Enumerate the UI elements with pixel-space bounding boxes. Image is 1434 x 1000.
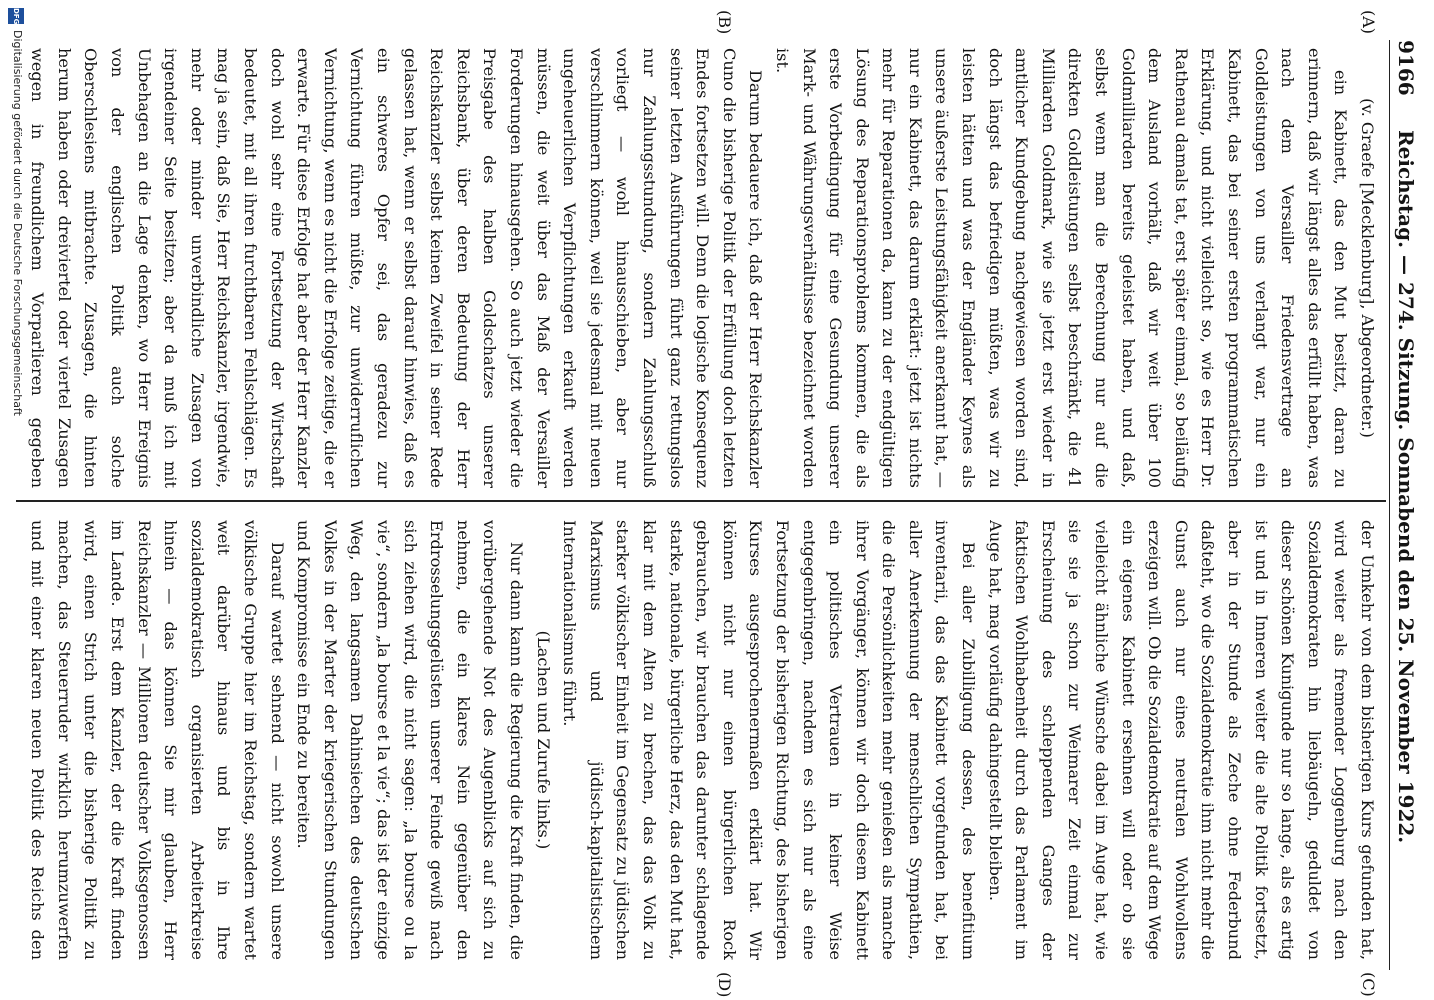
page-header (1389, 40, 1424, 970)
dfg-logo: DFG (8, 8, 24, 24)
paragraph: Darum bedauere ich, daß der Herr Reichskanzler Cuno die bisherige Politik der Erfüllung doch letzten Endes fortsetzen will. Denn die logische Konsequenz seiner letzten Ausführungen führt ganz rettungslos nur Zahlungsstundung, sondern Zahlungsschluß vorliegt — wohl hinausschieben, aber nur verschlimmern können, weil sie jedesmal mit neuen ungeheuerlichen Verpflichtungen erkauft werden müssen, die weit über das Maß der Versailler Forderungen hinausgehen. So auch jetzt wieder die Preisgabe des halben Goldschatzes unserer Reichsbank, über deren Bedeutung der Herr Reichskanzler selbst keinen Zweifel in seiner Rede gelassen hat, wenn er selbst darauf hinwies, daß es ein schweres Opfer sei, das geradezu zur Vernichtung führen müßte, zur unwiderruflichen Vernichtung, wenn es nicht die Erfolge zeitige, die er erwarte. Für diese Erfolge hat aber der Herr Kanzler doch wohl sehr eine Fortsetzung der Wirtschaft bedeutet, mit all ihren furchtbaren Fehlschlägen. Es mag ja sein, daß Sie, Herr Reichskanzler, irgendwie, mehr oder minder unverbindliche Zusagen von irgendeiner Seite besitzen; aber da muß ich mit Unbehagen an die Lage denken, wo Herr Ereignis von der englischen Politik auch solche Oberschlesiens mitbrachte. Zusagen, die hinten herum haben oder dreiviertel oder viertel Zusagen wegen in freundlichem Vorparlieren gegeben (28, 48, 766, 488)
funding-note: Digitalisierung gefördert durch die Deutsche Forschungsgemeinschaft (11, 30, 24, 416)
page-number: 9166 (1394, 40, 1418, 96)
paragraph: Darauf wartet sehnend — nicht sowohl unsere völkische Gruppe hier im Reichstag, sondern wartet weit darüber hinaus und bis in Ihre sozialdemokratisch organisierten Arbeiterkreise hinein — das können Sie mir glauben, Herr Reichskanzler — Millionen deutscher Volksgenossen im Lande. Erst dem Kanzler, der die Kraft finden wird, einen Strich unter die bisherige Politik zu machen, das Steuerruder wirklich herumzuwerfen und mit einer klaren neuen Politik des Reichs den (28, 520, 287, 960)
session-title: Reichstag. — 274. Sitzung. Sonnabend den 25. November 1922. (1394, 130, 1418, 844)
margin-marker-a: (A) (1359, 10, 1378, 35)
page-footer (4, 8, 26, 998)
speaker-header: (v. Graefe [Mecklenburg], Abgeordneter.) (1358, 98, 1377, 438)
margin-marker-b: (B) (715, 10, 734, 35)
column-divider (16, 500, 1386, 502)
left-text-column (20, 48, 1380, 488)
interjection: (Lachen und Zurufe links.) (533, 630, 553, 850)
paragraph: der Umkehr von dem bisherigen Kurs gefunden hat, wird weiter als fremender Loggenburg nach den Sozialdemokraten hin liebäugeln, geduldet von dieser schönen Kunigunde nur so lange, als es artig ist und in Inneren weiter die alte Politik fortsetzt, aber in der Stunde als Zeche ohne Federbund daßteht, wo die Sozialdemokratie ihm nicht mehr die Gunst auch nur eines neutralen Wohlwollens erzeigen will. Ob die Sozialdemokratie auf dem Wege ein eigenes Kabinett ersehnen will oder ob sie vielleicht ähnliche Wünsche dabei im Auge hat, wie sie sie ja schon zur Weimarer Zeit einmal zur Erscheinung des schleppenden Ganges der faktischen Wohlhabenheit durch das Parlament im Auge hat, mag vorläufig dahingestellt bleiben. (985, 520, 1377, 960)
paragraph: Bei aller Zubilligung dessen, des benefitium inventarii, das das Kabinett vorgefunden hat, bei aller Anerkennung der menschlichen Sympathien, die die Persönlichkeiten mehr genießen als manche ihrer Vorgänger, können wir doch diesem Kabinett ein politisches Vertrauen in keiner Weise entgegenbringen, nachdem es sich nur als eine Fortsetzung der bisherigen Richtung, des bisherigen Kurses ausgesprochenermaßen erklärt hat. Wir können nicht nur einen bürgerlichen Rock gebrauchen, wir brauchen das darunter schlagende starke, nationale, bürgerliche Herz, das den Mut hat, klar mit dem Alten zu brechen, das das Volk zu starker völkischer Einheit im Gegensatz zu jüdischen Marxismus und jüdisch-kapitalistischem Internationalismus führt. (560, 520, 979, 960)
margin-marker-d: (D) (715, 972, 734, 998)
right-text-column (20, 520, 1380, 960)
paragraph: Nur dann kann die Regierung die Kraft finden, die vorübergehende Not des Augenblicks auf sich zu nehmen, die ein klares Nein gegenüber den Erdrosselungsgelüsten unserer Feinde gewiß nach sich ziehen wird, die nicht sagen: „la bourse ou la vie“, sondern „la bourse et la vie“; das ist der einzige Weg, den langsamen Dahinsiechen des deutschen Volkes in der Marter der kriegerischen Stundungen und Kompromisse ein Ende zu bereiten. (294, 520, 526, 960)
margin-marker-c: (C) (1359, 972, 1378, 997)
paragraph: ein Kabinett, das den Mut besitzt, daran zu erinnern, daß wir längst alles das erfüllt haben, was nach dem Versailler Friedensvertrage an Goldleistungen von uns verlangt war, nur ein Kabinett, das bei seiner ersten programmatischen Erklärung, und nicht vielleicht so, wie es Herr Dr. Rathenau damals tat, erst später einmal, so beiläufig dem Ausland vorhält, daß wir weit über 100 Goldmilliarden bereits geleistet haben, und daß, selbst wenn man die Berechnung nur auf die direkten Goldleistungen selbst beschränkt, die 41 Milliarden Goldmark, wie sie jetzt erst wieder in amtlicher Kundgebung nachgewiesen worden sind, doch längst das befriedigen müßten, was wir zu leisten hätten und was der Engländer Keynes als unsere äußerste Leistungsfähigkeit anerkannt hat, — nur ein Kabinett, das darum erklärt: jetzt ist nichts mehr für Reparationen da, kann zu der endgültigen Lösung des Reparationsproblems kommen, die als erste Vorbedingung für eine Gesundung unserer Mark- und Währungsverhältnisse bezeichnet worden ist. (772, 48, 1351, 488)
